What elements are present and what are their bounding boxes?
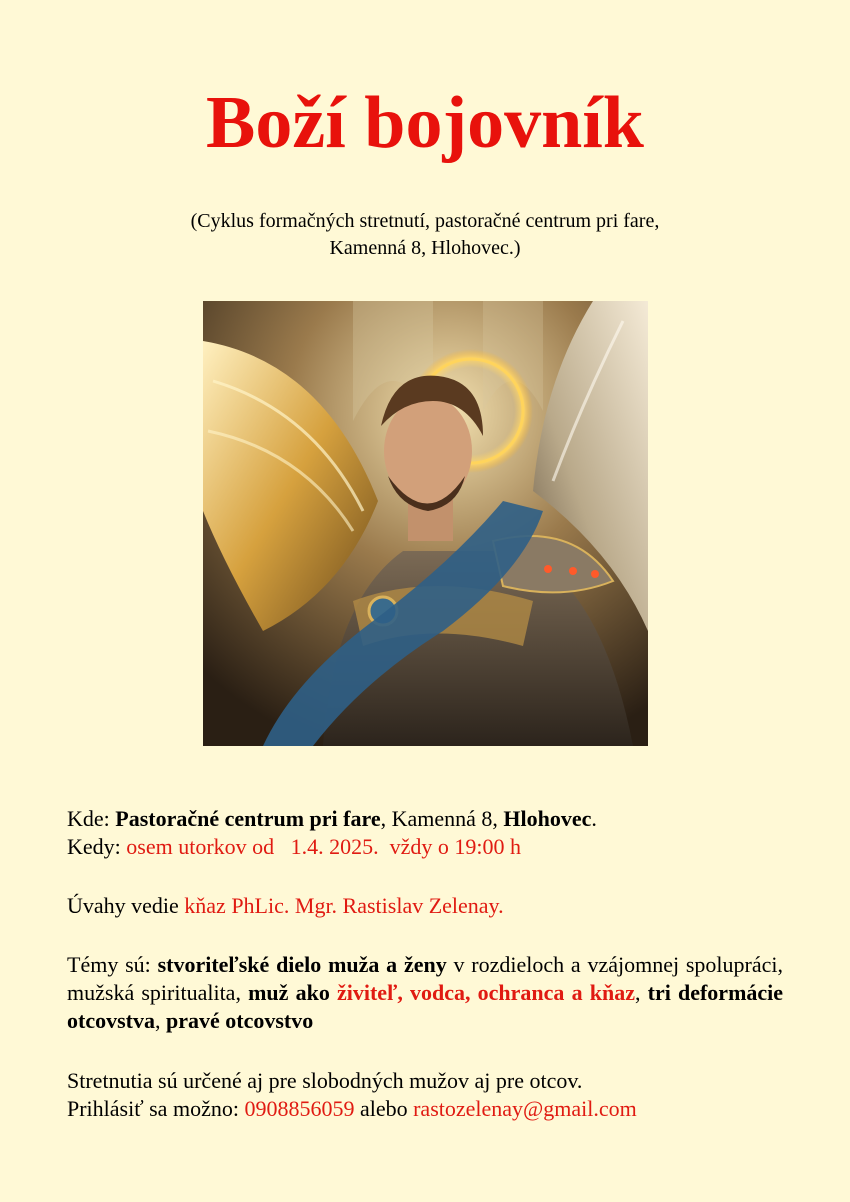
leader-line (67, 892, 783, 920)
topic-man-as: muž ako (248, 980, 330, 1005)
page-title: Boží bojovník (206, 82, 644, 164)
signup-email[interactable]: rastozelenay@gmail.com (413, 1096, 637, 1121)
topic-roles: živiteľ, vodca, ochranca a kňaz (336, 980, 635, 1005)
topic-creation-rest: v rozdieloch a vzájomnej spolupráci, mužská spiritualita, (67, 952, 784, 1005)
signup-line (67, 1095, 783, 1123)
angel-warrior-illustration-icon (203, 301, 648, 746)
when-label: Kedy: (67, 834, 121, 859)
leader-end: . (498, 893, 504, 918)
topic-creation: stvoriteľské dielo muža a ženy (157, 952, 447, 977)
leader-label: Úvahy vedie (67, 893, 179, 918)
signup-label: Prihlásiť sa možno: (67, 1096, 239, 1121)
topic-comma: , (634, 980, 641, 1005)
signup-or: alebo (359, 1096, 408, 1121)
when-line (67, 833, 783, 861)
signup-phone[interactable]: 0908856059 (244, 1096, 355, 1121)
where-end: . (591, 806, 597, 831)
where-line (67, 805, 783, 833)
when-text: osem utorkov od 1.4. 2025. vždy o 19:00 h (126, 834, 522, 859)
subtitle (0, 208, 850, 262)
topics-label: Témy sú: (67, 952, 151, 977)
angel-warrior-image (203, 301, 648, 746)
where-address: , Kamenná 8, (380, 806, 504, 831)
topic-true-fatherhood: pravé otcovstvo (165, 1008, 314, 1033)
audience-line: Stretnutia sú určené aj pre slobodných mužov aj pre otcov. (67, 1068, 583, 1093)
topic-deformations: tri deformácie otcovstva (67, 980, 784, 1033)
where-place: Pastoračné centrum pri fare (115, 806, 381, 831)
subtitle-line-1: (Cyklus formačných stretnutí, pastoračné centrum pri fare, (190, 210, 660, 232)
topics-paragraph: Témy sú: stvoriteľské dielo muža a ženy v rozdieloch a vzájomnej spolupráci, mužská spiritualita, muž ako živiteľ, vodca, ochranca a kňaz, tri deformácie otcovstva, pravé otcovstvo (67, 952, 784, 1033)
where-label: Kde: (67, 806, 110, 831)
leader-name: kňaz PhLic. Mgr. Rastislav Zelenay (184, 893, 499, 918)
subtitle-line-2: Kamenná 8, Hlohovec.) (329, 237, 521, 259)
where-town: Hlohovec (503, 806, 592, 831)
